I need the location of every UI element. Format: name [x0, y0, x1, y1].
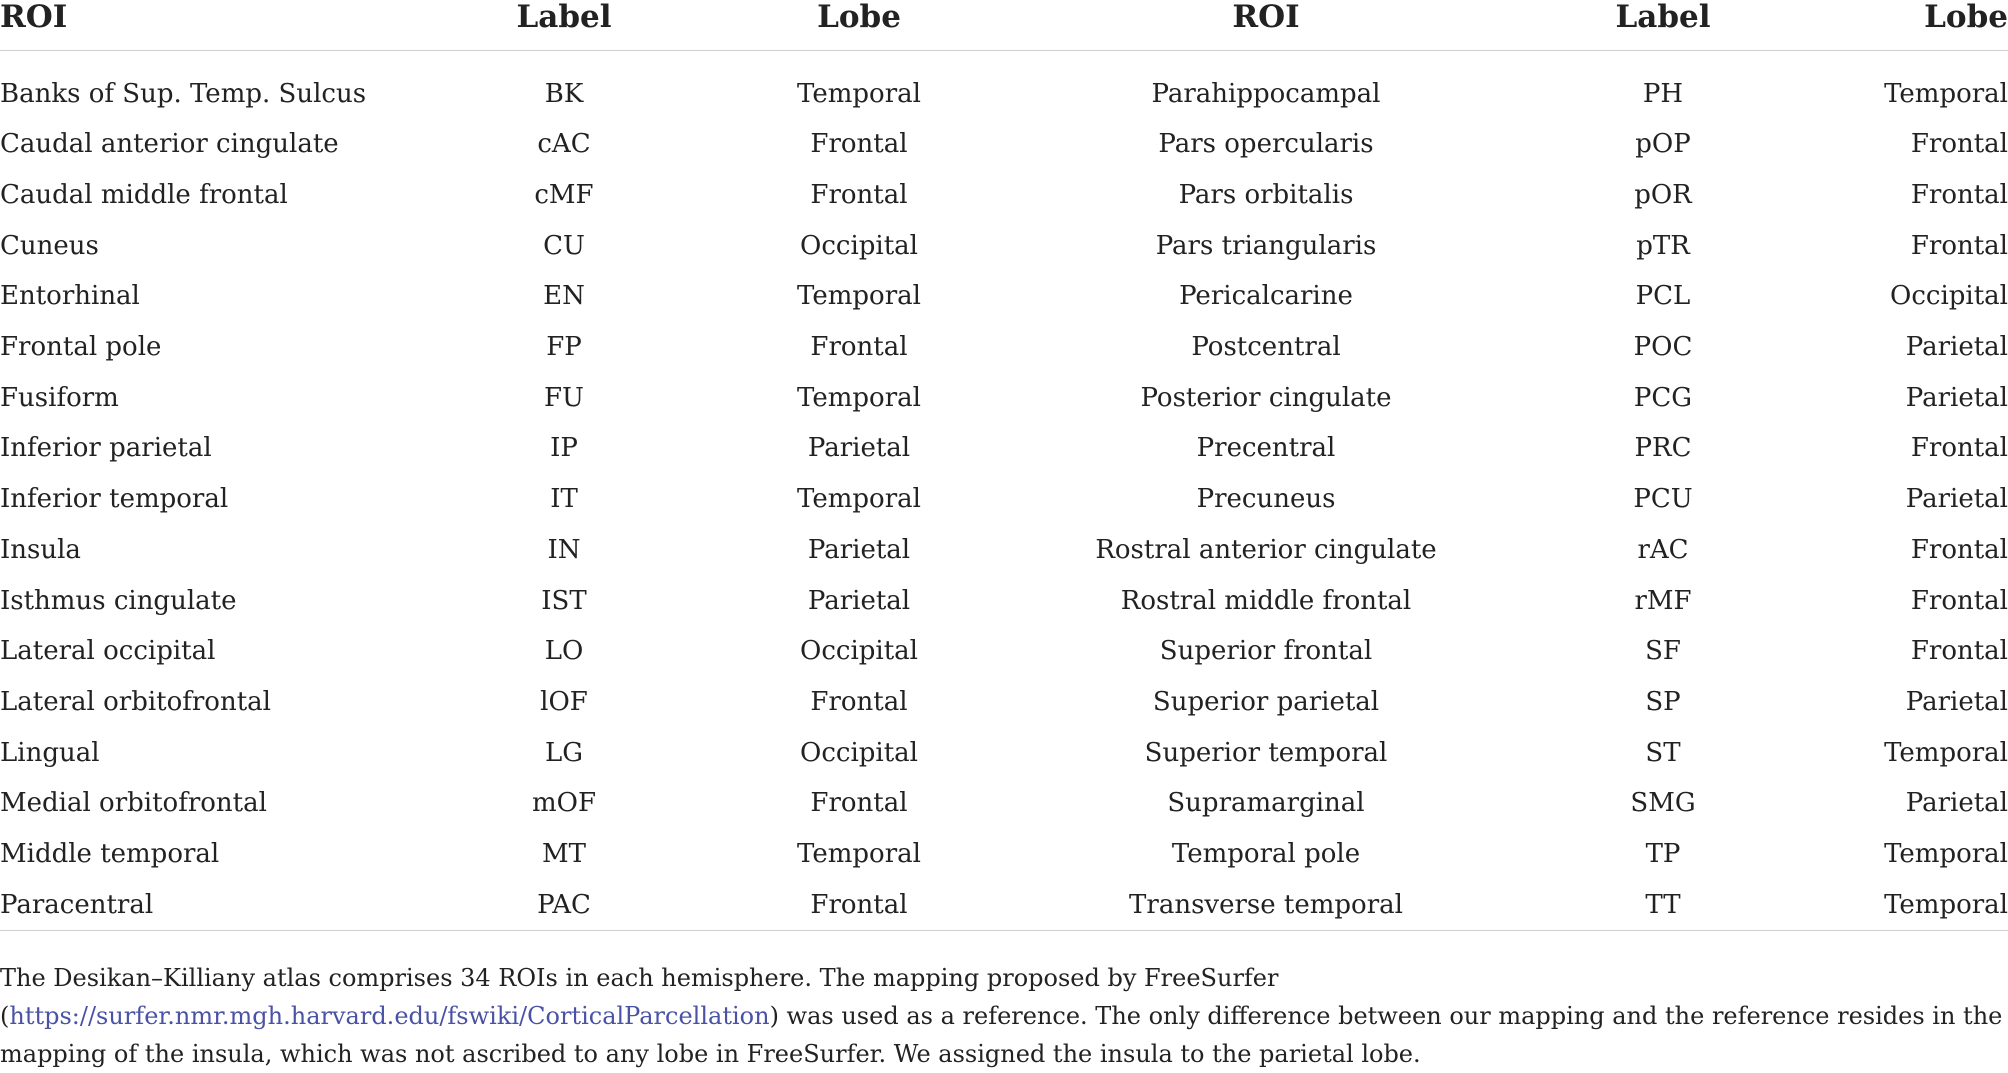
cell-label-right: PCG [1633, 382, 1693, 413]
cell-roi-right: Precuneus [1196, 484, 1336, 515]
cell-roi-left: Lateral orbitofrontal [0, 686, 271, 717]
cell-lobe-right: Parietal [1905, 382, 2008, 413]
cell-lobe-right: Temporal [1884, 737, 2008, 768]
cell-roi-left: Fusiform [0, 382, 119, 413]
cell-lobe-left: Occipital [800, 636, 918, 667]
cell-lobe-left: Temporal [797, 78, 921, 109]
cell-roi-left: Caudal middle frontal [0, 179, 288, 210]
cell-lobe-left: Frontal [810, 332, 908, 363]
cell-lobe-right: Frontal [1910, 179, 2008, 210]
cell-label-left: cAC [537, 129, 591, 160]
rule-cell [1536, 930, 1790, 931]
cell-label-right: pOR [1634, 179, 1692, 210]
cell-lobe-right: Frontal [1910, 636, 2008, 667]
cell-lobe-left: Occipital [800, 737, 918, 768]
rule-cell [0, 930, 406, 931]
table-row [0, 576, 2008, 627]
cell-label-left: PAC [537, 889, 591, 920]
cell-label-left: FP [546, 332, 582, 363]
table-row [0, 170, 2008, 221]
table-row [0, 880, 2008, 931]
cell-roi-left: Inferior parietal [0, 433, 212, 464]
cell-roi-right: Supramarginal [1167, 788, 1365, 819]
cell-lobe-left: Frontal [810, 179, 908, 210]
cell-roi-left: Paracentral [0, 889, 154, 920]
cell-roi-right: Pericalcarine [1179, 281, 1353, 312]
cell-lobe-left: Parietal [807, 433, 911, 464]
rule-cell [406, 930, 722, 931]
cell-lobe-left: Parietal [807, 534, 911, 565]
header-lobe-left: Lobe [722, 0, 996, 50]
footnote-text-before: The Desikan–Killiany atlas comprises 34 ROIs in each hemisphere. The mapping proposed by FreeSurfer ( [0, 964, 1279, 1030]
cell-roi-left: Banks of Sup. Temp. Sulcus [0, 78, 367, 109]
cell-lobe-left: Temporal [797, 484, 921, 515]
cell-roi-left: Lateral occipital [0, 636, 216, 667]
cell-label-right: SMG [1630, 788, 1696, 819]
table-row [0, 728, 2008, 779]
cell-label-left: IST [541, 585, 587, 616]
table-row [0, 221, 2008, 272]
cell-roi-right: Superior temporal [1144, 737, 1388, 768]
table-row [0, 271, 2008, 322]
footnote-text-after: ) was used as a reference. The only difference between our mapping and the reference resides in the mapping of the insula, which was not ascribed to any lobe in FreeSurfer. We assigned the insula to the parietal lobe. [0, 1002, 2003, 1068]
cell-roi-right: Temporal pole [1171, 839, 1361, 870]
cell-label-right: rAC [1637, 534, 1689, 565]
table-footnote [0, 959, 2008, 1073]
cell-lobe-left: Temporal [797, 382, 921, 413]
cell-lobe-left: Parietal [807, 585, 911, 616]
cell-lobe-left: Temporal [797, 839, 921, 870]
header-label-left: Label [406, 0, 722, 50]
rule-cell [996, 930, 1536, 931]
cell-lobe-right: Temporal [1884, 889, 2008, 920]
table-bottom-rule [0, 930, 2008, 931]
cell-lobe-left: Frontal [810, 129, 908, 160]
cell-lobe-right: Parietal [1905, 686, 2008, 717]
cell-label-left: BK [544, 78, 584, 109]
cell-label-left: LO [544, 636, 584, 667]
cell-label-left: EN [543, 281, 585, 312]
cell-roi-right: Pars opercularis [1158, 129, 1374, 160]
cell-label-right: TT [1645, 889, 1681, 920]
cell-roi-left: Lingual [0, 737, 100, 768]
cell-label-left: MT [542, 839, 586, 870]
cell-lobe-left: Occipital [800, 230, 918, 261]
cell-label-left: lOF [540, 686, 588, 717]
header-row [0, 0, 2008, 50]
table-header [0, 0, 2008, 50]
cell-lobe-left: Frontal [810, 788, 908, 819]
cell-label-right: PH [1642, 78, 1684, 109]
cell-lobe-right: Frontal [1910, 585, 2008, 616]
cell-roi-right: Pars triangularis [1155, 230, 1377, 261]
cell-label-left: mOF [531, 788, 596, 819]
cell-roi-right: Precentral [1196, 433, 1336, 464]
table-row [0, 423, 2008, 474]
cell-roi-left: Frontal pole [0, 332, 162, 363]
table-row [0, 50, 2008, 119]
cell-roi-left: Isthmus cingulate [0, 585, 237, 616]
table-row [0, 626, 2008, 677]
cell-label-right: ST [1645, 737, 1681, 768]
header-lobe-right: Lobe [1790, 0, 2008, 50]
header-roi-left: ROI [0, 0, 406, 50]
cell-roi-right: Pars orbitalis [1178, 179, 1354, 210]
cell-lobe-right: Frontal [1910, 129, 2008, 160]
cell-roi-right: Rostral anterior cingulate [1095, 534, 1437, 565]
cell-label-right: PCL [1635, 281, 1691, 312]
cell-roi-right: Parahippocampal [1151, 78, 1381, 109]
cell-roi-right: Rostral middle frontal [1120, 585, 1412, 616]
table-body [0, 50, 2008, 931]
cell-roi-left: Entorhinal [0, 281, 140, 312]
cell-roi-right: Posterior cingulate [1140, 382, 1392, 413]
freesurfer-link[interactable]: https://surfer.nmr.mgh.harvard.edu/fswiki/CorticalParcellation [9, 1002, 770, 1030]
cell-lobe-right: Temporal [1884, 78, 2008, 109]
cell-roi-right: Postcentral [1191, 332, 1341, 363]
cell-label-left: cMF [534, 179, 594, 210]
cell-roi-right: Transverse temporal [1129, 889, 1403, 920]
cell-roi-left: Inferior temporal [0, 484, 229, 515]
cell-label-right: PCU [1633, 484, 1693, 515]
table-row [0, 778, 2008, 829]
cell-label-right: SP [1645, 686, 1681, 717]
cell-roi-right: Superior frontal [1159, 636, 1373, 667]
cell-label-right: SF [1645, 636, 1681, 667]
cell-lobe-left: Frontal [810, 686, 908, 717]
cell-roi-left: Cuneus [0, 230, 99, 261]
cell-label-right: POC [1633, 332, 1693, 363]
table-row [0, 119, 2008, 170]
cell-lobe-right: Parietal [1905, 332, 2008, 363]
cell-lobe-right: Parietal [1905, 484, 2008, 515]
cell-lobe-right: Occipital [1890, 281, 2008, 312]
cell-lobe-left: Temporal [797, 281, 921, 312]
cell-label-right: TP [1645, 839, 1681, 870]
cell-lobe-right: Temporal [1884, 839, 2008, 870]
table-row [0, 322, 2008, 373]
cell-label-left: IP [550, 433, 578, 464]
cell-lobe-right: Frontal [1910, 230, 2008, 261]
cell-roi-left: Middle temporal [0, 839, 220, 870]
cell-lobe-right: Parietal [1905, 788, 2008, 819]
header-label-right: Label [1536, 0, 1790, 50]
cell-label-right: rMF [1634, 585, 1692, 616]
cell-lobe-left: Frontal [810, 889, 908, 920]
cell-label-left: IN [547, 534, 581, 565]
table-row [0, 829, 2008, 880]
cell-roi-left: Caudal anterior cingulate [0, 129, 339, 160]
cell-roi-left: Insula [0, 534, 81, 565]
table-row [0, 677, 2008, 728]
cell-label-right: pOP [1635, 129, 1691, 160]
cell-label-right: pTR [1636, 230, 1690, 261]
table-row [0, 525, 2008, 576]
cell-lobe-right: Frontal [1910, 433, 2008, 464]
rule-cell [1790, 930, 2008, 931]
cell-label-left: LG [544, 737, 584, 768]
cell-label-right: PRC [1634, 433, 1692, 464]
table-row [0, 474, 2008, 525]
rule-cell [722, 930, 996, 931]
cell-label-left: CU [543, 230, 585, 261]
table-row [0, 373, 2008, 424]
cell-label-left: IT [550, 484, 578, 515]
header-roi-right: ROI [996, 0, 1536, 50]
cell-label-left: FU [544, 382, 584, 413]
cell-roi-right: Superior parietal [1152, 686, 1380, 717]
cell-lobe-right: Frontal [1910, 534, 2008, 565]
cell-roi-left: Medial orbitofrontal [0, 788, 267, 819]
